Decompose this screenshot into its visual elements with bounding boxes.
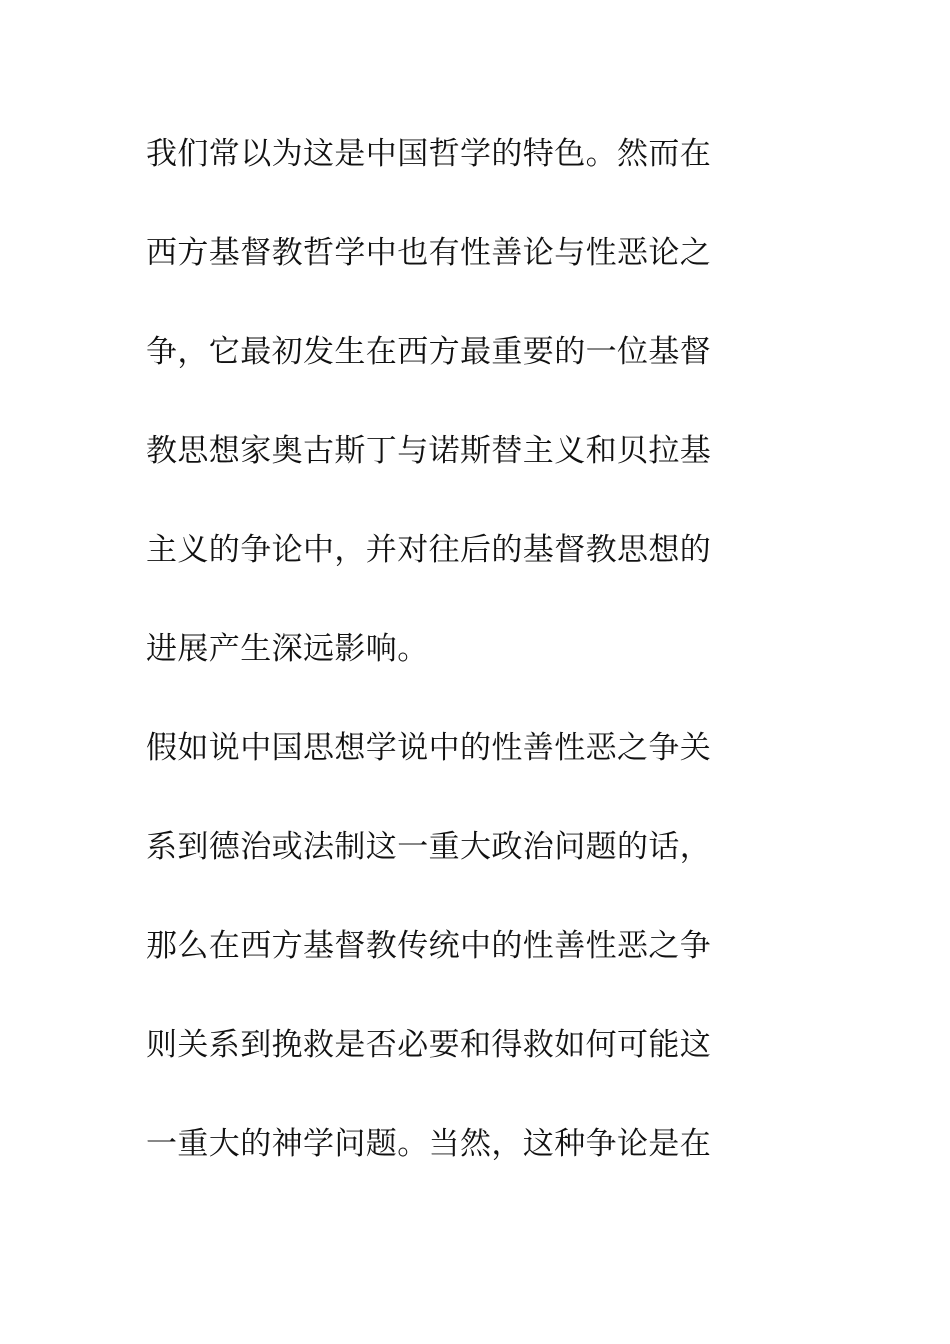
text-line: 教思想家奥古斯丁与诺斯替主义和贝拉基 bbox=[146, 433, 712, 469]
text-line: 系到德治或法制这一重大政治问题的话， bbox=[146, 829, 712, 865]
text-line: 一重大的神学问题。当然，这种争论是在 bbox=[146, 1126, 712, 1162]
text-line: 进展产生深远影响。 bbox=[146, 631, 429, 667]
text-line: 主义的争论中，并对往后的基督教思想的 bbox=[146, 532, 712, 568]
text-line: 那么在西方基督教传统中的性善性恶之争 bbox=[146, 928, 712, 964]
body-text bbox=[146, 124, 786, 1213]
text-line: 西方基督教哲学中也有性善论与性恶论之 bbox=[146, 235, 712, 271]
text-line: 假如说中国思想学说中的性善性恶之争关 bbox=[146, 730, 712, 766]
text-line: 则关系到挽救是否必要和得救如何可能这 bbox=[146, 1027, 712, 1063]
text-line: 我们常以为这是中国哲学的特色。然而在 bbox=[146, 136, 712, 172]
text-line: 争，它最初发生在西方最重要的一位基督 bbox=[146, 334, 712, 370]
